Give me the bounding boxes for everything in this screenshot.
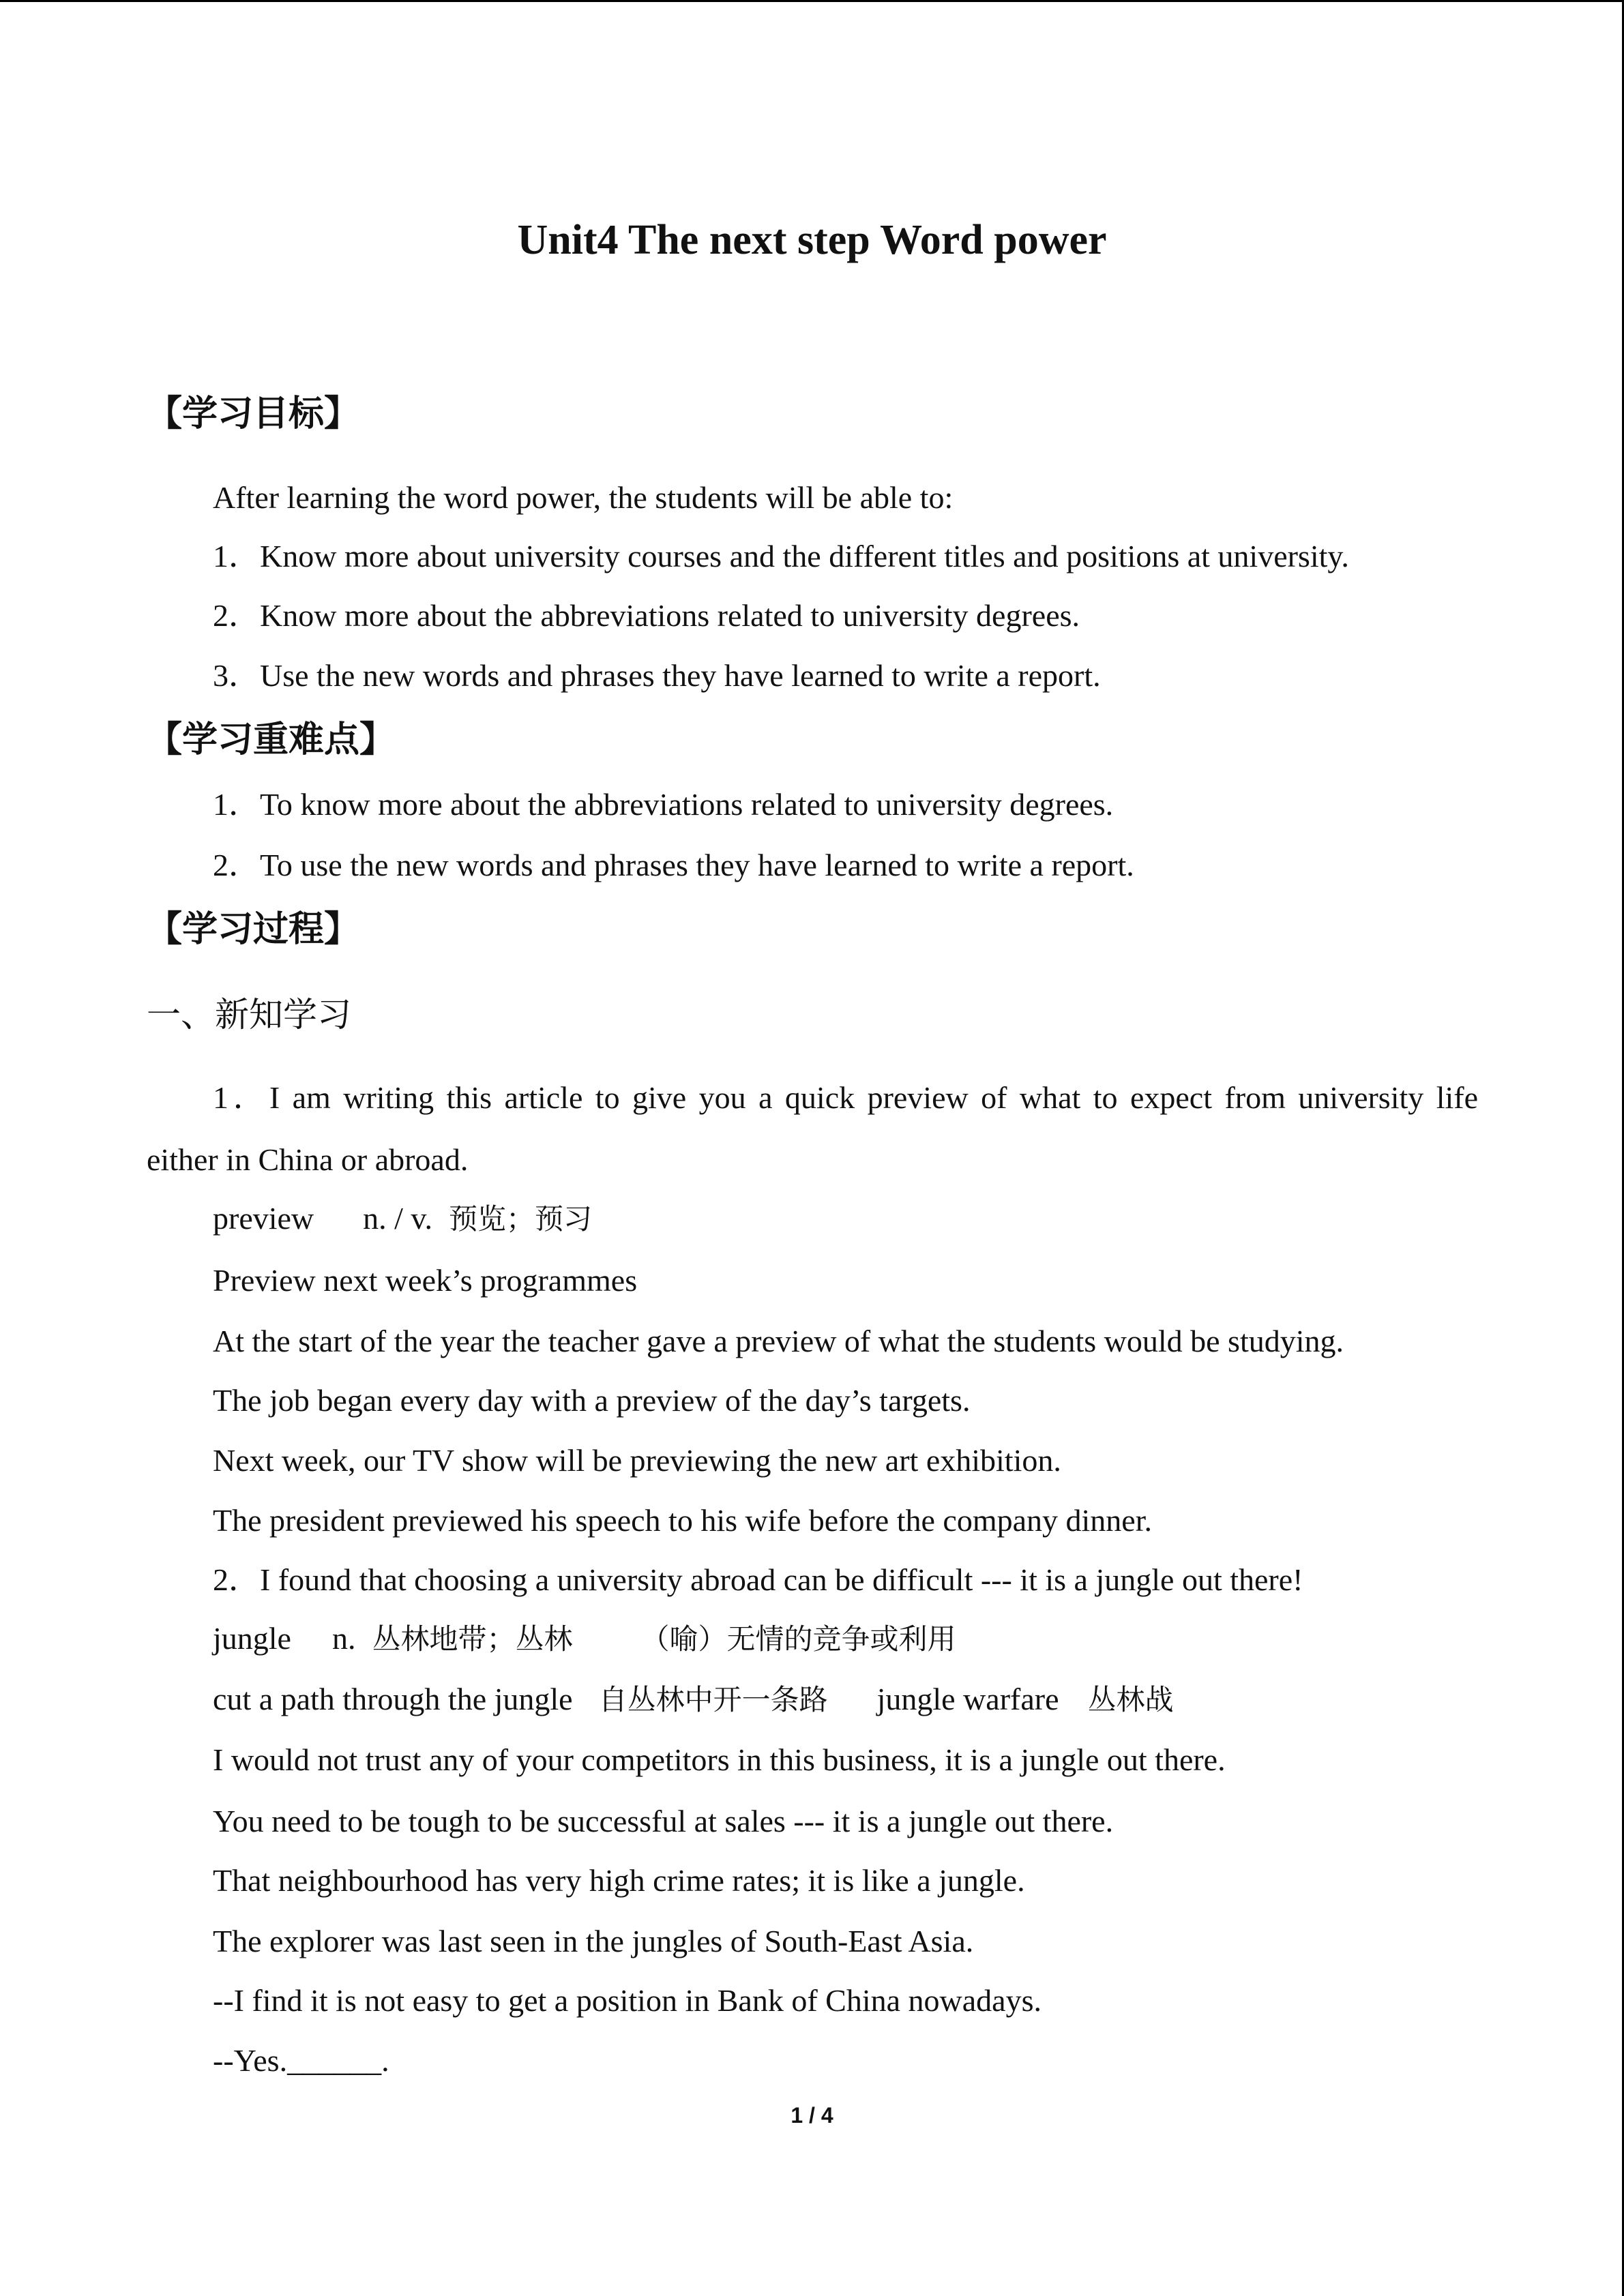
vocab-word: jungle [213, 1621, 291, 1656]
objective-item-1: 1．Know more about university courses and the different titles and positions at university. [213, 539, 1349, 573]
section-heading-key-points: 【学习重难点】 [147, 719, 396, 760]
phrase-2: jungle warfare [876, 1682, 1059, 1716]
point2-example-1: I would not trust any of your competitors in this business, it is a jungle out there. [213, 1742, 1226, 1777]
key-point-item-1: 1．To know more about the abbreviations related to university degrees. [213, 787, 1114, 822]
page-number: 1 / 4 [791, 2103, 833, 2128]
point1-sentence-line2: either in China or abroad. [147, 1142, 469, 1177]
objective-item-3: 3．Use the new words and phrases they have learned to write a report. [213, 658, 1101, 693]
phrase-1: cut a path through the jungle [213, 1682, 573, 1716]
point2-example-6: --Yes.______. [213, 2043, 389, 2078]
point2-sentence: 2．I found that choosing a university abroad can be difficult --- it is a jungle out there! [213, 1562, 1303, 1597]
point1-example-5: The president previewed his speech to his wife before the company dinner. [213, 1503, 1152, 1538]
section-heading-objectives: 【学习目标】 [147, 393, 360, 434]
subsection-heading-new-knowledge: 一、新知学习 [147, 995, 351, 1034]
point1-example-2: At the start of the year the teacher gave a preview of what the students would be studying. [213, 1324, 1344, 1358]
top-border [0, 0, 1624, 2]
point2-phrases [213, 1679, 1174, 1720]
point1-example-3: The job began every day with a preview of the day’s targets. [213, 1383, 971, 1418]
objective-item-2: 2．Know more about the abbreviations related to university degrees. [213, 598, 1080, 633]
phrase-1-translation: 自丛林中开一条路 [598, 1683, 828, 1716]
document-title: Unit4 The next step Word power [517, 217, 1107, 263]
section-heading-process: 【学习过程】 [147, 909, 360, 950]
objectives-intro: After learning the word power, the students will be able to: [213, 480, 954, 515]
point2-example-2: You need to be tough to be successful at sales --- it is a jungle out there. [213, 1804, 1114, 1838]
point2-example-5: --I find it is not easy to get a position in Bank of China nowadays. [213, 1983, 1042, 2018]
vocab-word: preview [213, 1201, 314, 1236]
point2-example-4: The explorer was last seen in the jungles of South-East Asia. [213, 1924, 974, 1958]
point1-vocab-entry [213, 1198, 592, 1240]
point1-example-1: Preview next week’s programmes [213, 1263, 638, 1298]
vocab-meaning-figurative: （喻）无情的竞争或利用 [640, 1622, 956, 1656]
point1-sentence-line1: 1．I am writing this article to give you a quick preview of what to expect from university life [213, 1080, 1478, 1115]
vocab-meaning: 预览；预习 [448, 1202, 592, 1236]
vocab-meaning-literal: 丛林地带；丛林 [372, 1622, 573, 1656]
key-point-item-2: 2．To use the new words and phrases they have learned to write a report. [213, 848, 1134, 882]
point2-vocab-entry [213, 1618, 956, 1660]
point1-example-4: Next week, our TV show will be previewing the new art exhibition. [213, 1443, 1061, 1478]
point2-example-3: That neighbourhood has very high crime rates; it is like a jungle. [213, 1863, 1025, 1898]
phrase-2-translation: 丛林战 [1087, 1683, 1174, 1716]
vocab-pos: n. [331, 1621, 356, 1656]
vocab-pos: n. / v. [363, 1201, 432, 1236]
